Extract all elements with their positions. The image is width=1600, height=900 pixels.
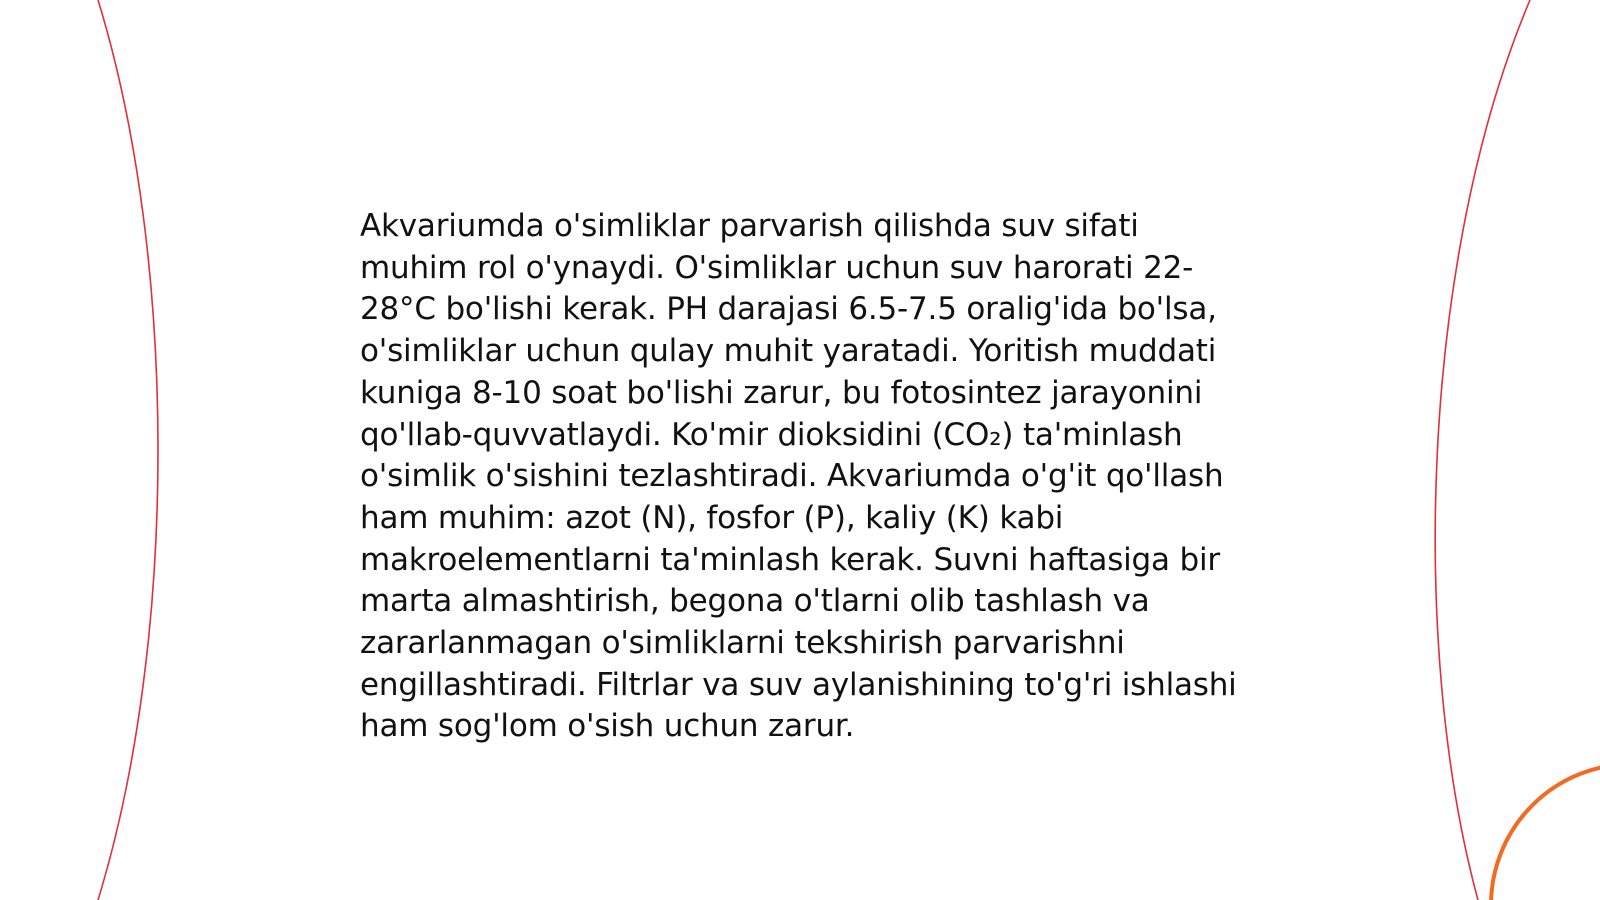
- right-decorative-curve: [1435, 0, 1530, 900]
- left-decorative-curve: [98, 0, 158, 900]
- slide-body-text: Akvariumda o'simliklar parvarish qilishda suv sifati muhim rol o'ynaydi. O'simliklar uchun suv harorati 22-28°C bo'lishi kerak. PH darajasi 6.5-7.5 oralig'ida bo'lsa, o'simliklar uchun qulay muhit yaratadi. Yoritish muddati kuniga 8-10 soat bo'lishi zarur, bu fotosintez jarayonini qo'llab-quvvatlaydi. Ko'mir dioksidini (CO₂) ta'minlash o'simlik o'sishini tezlashtiradi. Akvariumda o'g'it qo'llash ham muhim: azot (N), fosfor (P), kaliy (K) kabi makroelementlarni ta'minlash kerak. Suvni haftasiga bir marta almashtirish, begona o'tlarni olib tashlash va zararlanmagan o'simliklarni tekshirish parvarishni engillashtiradi. Filtrlar va suv aylanishining to'g'ri ishlashi ham sog'lom o'sish uchun zarur.: [360, 208, 1237, 745]
- bottom-right-decorative-circle: [1491, 764, 1600, 900]
